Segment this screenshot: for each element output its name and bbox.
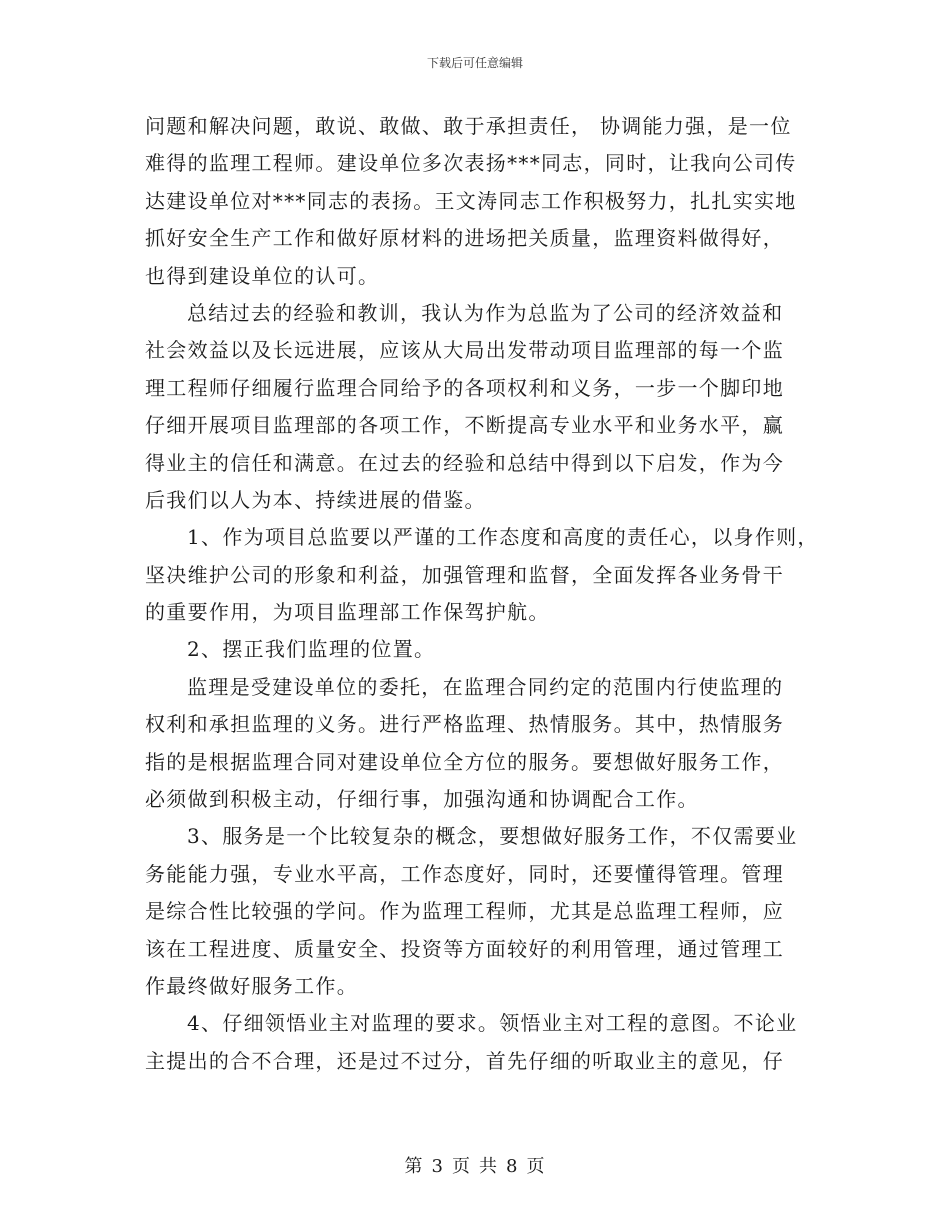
text-line: 该在工程进度、质量安全、投资等方面较好的利用管理，通过管理工	[145, 936, 784, 961]
text-line: 仔细开展项目监理部的各项工作，不断提高专业水平和业务水平，赢	[145, 413, 784, 438]
text-line: 问题和解决问题，敢说、敢做、敢于承担责任， 协调能力强，是一位	[145, 114, 792, 138]
text-line: 主提出的合不合理，还是过不过分，首先仔细的听取业主的意见，仔	[145, 1048, 784, 1073]
text-line: 是综合性比较强的学问。作为监理工程师，尤其是总监理工程师，应	[145, 899, 784, 924]
footer-total-label: 共	[479, 1156, 498, 1177]
text-line: 也得到建设单位的认可。	[145, 263, 380, 288]
text-line: 坚决维护公司的形象和利益，加强管理和监督，全面发挥各业务骨干	[145, 562, 784, 587]
footer-page-label: 第	[404, 1156, 424, 1177]
text-line: 总结过去的经验和教训，我认为作为总监为了公司的经济效益和	[187, 300, 784, 325]
text-line: 2、摆正我们监理的位置。	[187, 637, 436, 662]
footer-total-unit: 页	[526, 1156, 546, 1177]
document-body	[145, 108, 825, 1080]
text-line: 权利和承担监理的义务。进行严格监理、热情服务。其中，热情服务	[145, 712, 784, 737]
page-header-note: 下载后可任意编辑	[426, 56, 523, 70]
text-line: 社会效益以及长远进展，应该从大局出发带动项目监理部的每一个监	[145, 338, 784, 363]
text-line: 监理是受建设单位的委托，在监理合同约定的范围内行使监理的	[187, 674, 784, 699]
text-line: 指的是根据监理合同对建设单位全方位的服务。要想做好服务工作，	[145, 749, 784, 774]
text-line: 难得的监理工程师。建设单位多次表扬***同志，同时，让我向公司传	[145, 151, 797, 176]
text-line: 理工程师仔细履行监理合同给予的各项权利和义务，一步一个脚印地	[145, 375, 784, 400]
text-line: 抓好安全生产工作和做好原材料的进场把关质量，监理资料做得好，	[145, 226, 784, 251]
text-line: 必须做到积极主动，仔细行事，加强沟通和协调配合工作。	[145, 787, 699, 812]
text-line: 的重要作用，为项目监理部工作保驾护航。	[145, 600, 550, 625]
text-line: 得业主的信任和满意。在过去的经验和总结中得到以下启发，作为今	[145, 450, 784, 475]
text-line: 达建设单位对***同志的表扬。王文涛同志工作积极努力，扎扎实实地	[145, 188, 797, 213]
text-line: 1、作为项目总监要以严谨的工作态度和高度的责任心，以身作则，	[187, 525, 819, 550]
text-line: 3、服务是一个比较复杂的概念，要想做好服务工作，不仅需要业	[187, 824, 798, 849]
page-footer	[0, 1152, 950, 1178]
text-line: 务能能力强，专业水平高，工作态度好，同时，还要懂得管理。管理	[145, 861, 784, 886]
text-line: 后我们以人为本、持续进展的借鉴。	[145, 487, 486, 512]
text-line: 4、仔细领悟业主对监理的要求。领悟业主对工程的意图。不论业	[187, 1011, 798, 1036]
text-line: 作最终做好服务工作。	[145, 973, 358, 998]
footer-page-number: 3	[431, 1156, 444, 1177]
footer-total-number: 8	[506, 1156, 519, 1177]
footer-page-unit: 页	[452, 1156, 471, 1177]
